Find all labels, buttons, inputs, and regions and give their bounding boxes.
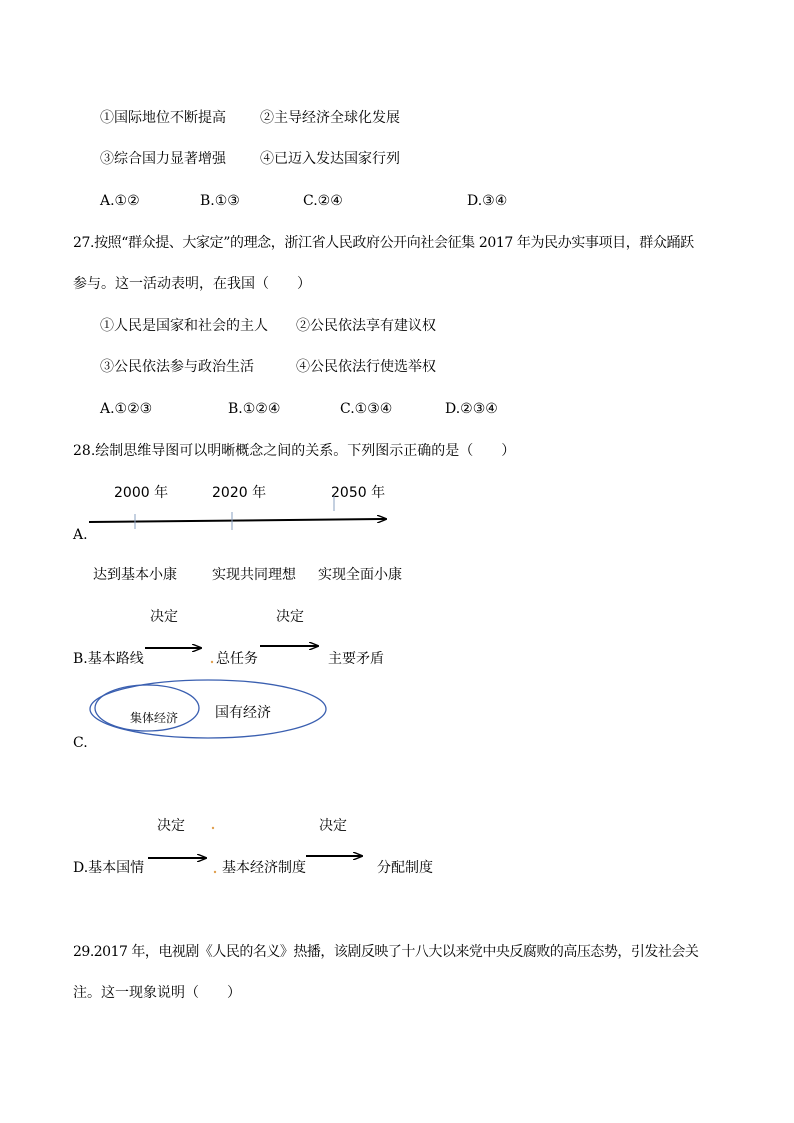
q26-option-1: ①国际地位不断提高 (100, 110, 226, 126)
q26-option-2: ②主导经济全球化发展 (260, 110, 400, 126)
q27-option-1: ①人民是国家和社会的主人 (100, 318, 268, 334)
option-b-middle: 总任务 (216, 651, 258, 667)
q27-answer-c: C.①③④ (340, 401, 393, 417)
q26-option-4: ④已迈入发达国家行列 (260, 151, 400, 167)
option-c-label: C. (73, 735, 88, 751)
option-b-decide-2: 决定 (276, 609, 304, 625)
timeline-goal-3: 实现全面小康 (318, 567, 402, 583)
option-d-dot-2 (214, 871, 216, 873)
q28-stem: 28.绘制思维导图可以明晰概念之间的关系。下列图示正确的是（ ） (73, 443, 516, 459)
option-b-end: 主要矛盾 (328, 651, 384, 667)
option-d-decide-1: 决定 (157, 818, 185, 834)
q27-stem-line2: 参与。这一活动表明，在我国（ ） (73, 276, 311, 292)
q27-answer-d: D.②③④ (445, 401, 498, 417)
q27-answer-b: B.①②④ (228, 401, 281, 417)
q26-answer-b: B.①③ (200, 193, 240, 209)
q27-stem-line1: 27.按照“群众提、大家定”的理念，浙江省人民政府公开向社会征集 2017 年为民办实事项目，群众踊跃 (73, 235, 694, 251)
timeline-arrow (89, 519, 386, 522)
q26-answer-d: D.③④ (467, 193, 508, 209)
timeline-year-2020: 2020 年 (212, 485, 267, 501)
option-a-label: A. (73, 527, 88, 543)
timeline-year-2000: 2000 年 (114, 485, 169, 501)
q26-answer-c: C.②④ (303, 193, 343, 209)
q27-option-2: ②公民依法享有建议权 (296, 318, 436, 334)
timeline-goal-1: 达到基本小康 (93, 567, 177, 583)
timeline-year-2050: 2050 年 (331, 485, 386, 501)
q26-option-3: ③综合国力显著增强 (100, 151, 226, 167)
option-d-dot-1 (212, 827, 214, 829)
q26-answer-a: A.①② (100, 193, 140, 209)
q27-option-4: ④公民依法行使选举权 (296, 359, 436, 375)
option-c-outer-label: 国有经济 (215, 705, 271, 721)
option-b-decide-1: 决定 (150, 609, 178, 625)
option-d-end: 分配制度 (377, 860, 433, 876)
option-c-inner-label: 集体经济 (130, 711, 179, 725)
option-b-label: B.基本路线 (73, 651, 144, 667)
timeline-goal-2: 实现共同理想 (212, 567, 296, 583)
option-d-label: D.基本国情 (73, 860, 145, 876)
q29-stem-line1: 29.2017 年，电视剧《人民的名义》热播，该剧反映了十八大以来党中央反腐败的高压态势，引发社会关 (73, 944, 699, 960)
option-c-inner-ellipse (95, 685, 199, 731)
option-d-decide-2: 决定 (319, 818, 347, 834)
q27-answer-a: A.①②③ (100, 401, 153, 417)
option-b-dot (211, 661, 213, 663)
option-d-middle: 基本经济制度 (222, 860, 306, 876)
q27-option-3: ③公民依法参与政治生活 (100, 359, 254, 375)
q29-stem-line2: 注。这一现象说明（ ） (73, 985, 241, 1001)
